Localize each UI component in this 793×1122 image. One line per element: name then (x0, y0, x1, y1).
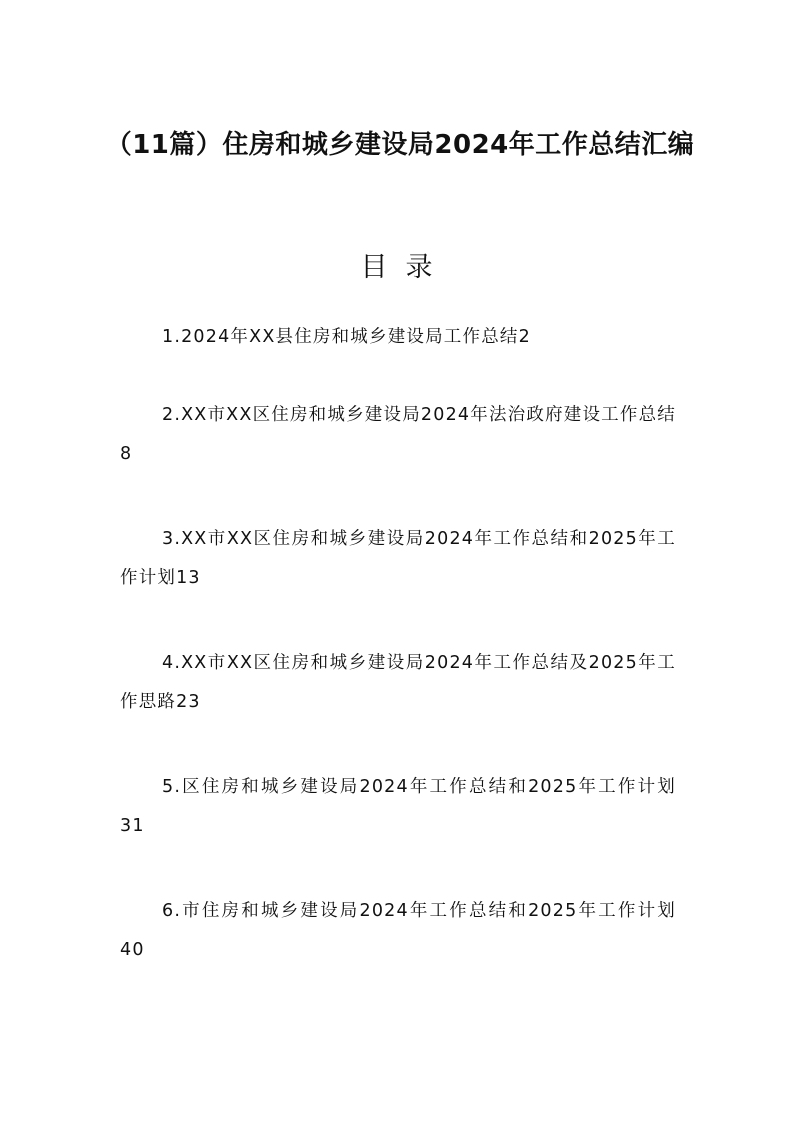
toc-item-4[interactable]: 4.XX市XX区住房和城乡建设局2024年工作总结及2025年工作思路23 (120, 653, 676, 712)
toc-item-6[interactable]: 6.市住房和城乡建设局2024年工作总结和2025年工作计划40 (120, 901, 676, 960)
document-title: （11篇）住房和城乡建设局2024年工作总结汇编 (105, 130, 695, 160)
toc-heading: 目录 (360, 252, 451, 283)
toc-item-5[interactable]: 5.区住房和城乡建设局2024年工作总结和2025年工作计划31 (120, 777, 676, 836)
toc-item-3[interactable]: 3.XX市XX区住房和城乡建设局2024年工作总结和2025年工作计划13 (120, 529, 676, 588)
table-of-contents (120, 318, 676, 1016)
toc-item-2[interactable]: 2.XX市XX区住房和城乡建设局2024年法治政府建设工作总结8 (120, 405, 676, 464)
toc-item-1[interactable]: 1.2024年XX县住房和城乡建设局工作总结2 (162, 327, 531, 347)
